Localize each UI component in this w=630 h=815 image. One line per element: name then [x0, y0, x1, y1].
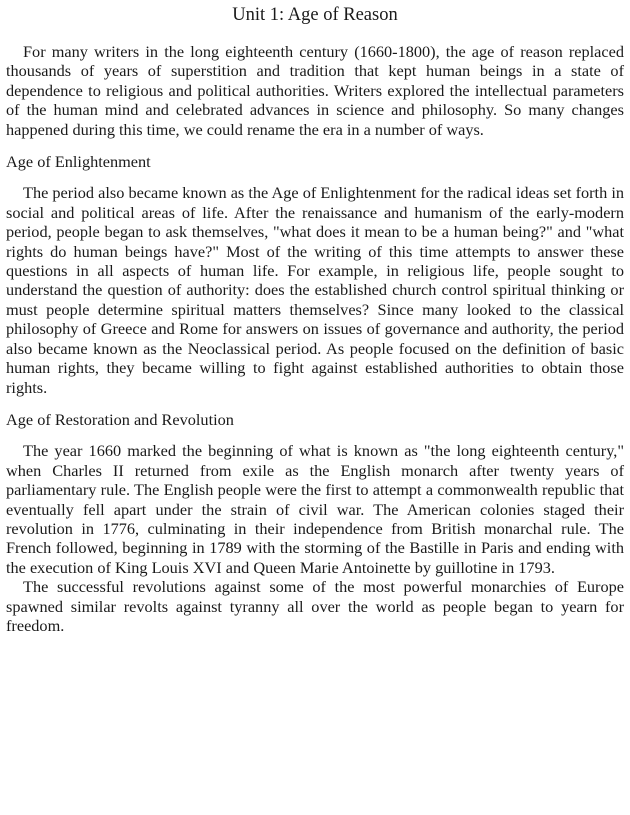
document-page [6, 4, 624, 635]
section-heading: Age of Enlightenment [6, 152, 151, 172]
section-age-of-enlightenment [6, 152, 624, 397]
section-age-of-restoration-and-revolution [6, 410, 624, 635]
section-paragraph: The year 1660 marked the beginning of what is known as "the long eighteenth century," when Charles II returned from exile as the English monarch after twenty years of parliamentary rule. The English people were the first to attempt a commonwealth republic that eventually fell apart under the strain of civil war. The American colonies staged their revolution in 1776, culminating in their independence from British monarchal rule. The French followed, beginning in 1789 with the storming of the Bastille in Paris and ending with the execution of King Louis XVI and Queen Marie Antoinette by guillotine in 1793. [6, 441, 624, 577]
section-paragraph: The period also became known as the Age of Enlightenment for the radical ideas set forth in social and political areas of life. After the renaissance and humanism of the early-modern period, people began to ask themselves, "what does it mean to be a human being?" and "what rights do human beings have?" Most of the writing of this time attempts to answer these questions in all aspects of human life. For example, in religious life, people sought to understand the question of authority: does the established church control spiritual thinking or must people determine spiritual matters themselves? Since many looked to the classical philosophy of Greece and Rome for answers on issues of governance and authority, the period also became known as the Neoclassical period. As people focused on the definition of basic human rights, they became willing to fight against established authorities to obtain those rights. [6, 183, 624, 397]
page-title: Unit 1: Age of Reason [232, 5, 398, 25]
intro-paragraph: For many writers in the long eighteenth century (1660-1800), the age of reason replaced thousands of years of superstition and tradition that kept human beings in a state of dependence to religious and political authorities. Writers explored the intellectual parameters of the human mind and celebrated advances in science and philosophy. So many changes happened during this time, we could rename the era in a number of ways. [6, 42, 624, 139]
section-paragraph: The successful revolutions against some of the most powerful monarchies of Europe spawned similar revolts against tyranny all over the world as people began to yearn for freedom. [6, 577, 624, 635]
section-heading: Age of Restoration and Revolution [6, 409, 234, 429]
